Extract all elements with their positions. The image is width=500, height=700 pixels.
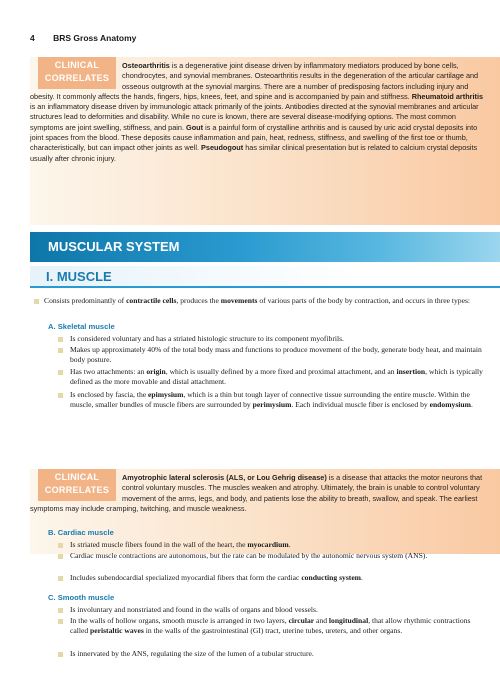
bullet-square-icon: [58, 348, 63, 353]
correlate-sentence: is an inflammatory disease driven by immunologic attack primarily of the joints. Antibodies directed at the synovial membranes and articular structures lead to deformities and disability. While no cure is known, there are several disease-modifying options. The most common symptoms are joint swelling, stiffness, and pain.: [30, 102, 479, 132]
book-title: BRS Gross Anatomy: [53, 33, 137, 43]
term-gout: Gout: [186, 122, 204, 132]
text: .: [470, 400, 473, 410]
text: , produces the: [176, 296, 221, 305]
subheading-smooth-muscle: C. Smooth muscle: [48, 593, 115, 602]
term: conducting system: [301, 573, 362, 582]
text: In the walls of hollow organs, smooth muscle is arranged in two layers,: [70, 616, 289, 625]
text: and: [314, 616, 329, 625]
term-rheumatoid-arthritis: Rheumatoid arthritis: [411, 91, 484, 101]
text: .: [361, 573, 363, 582]
bullet-square-icon: [58, 337, 63, 342]
list-item: [58, 573, 490, 583]
term: myocardium: [247, 540, 289, 549]
list-item: [58, 551, 490, 561]
list-item: [58, 616, 490, 637]
term: perimysium: [252, 400, 292, 410]
correlate-sentence: has similar clinical presentation but is related to calcium crystal deposits usually after chronic injury.: [30, 143, 478, 163]
term-als: Amyotrophic lateral sclerosis (ALS, or Lou Gehrig disease): [122, 473, 327, 482]
text: Is innervated by the ANS, regulating the size of the lumen of a tubular structure.: [70, 649, 314, 658]
page-number: 4: [30, 33, 35, 43]
term: peristaltic waves: [90, 626, 144, 636]
text: Consists predominantly of: [44, 296, 127, 305]
list-item: [58, 649, 490, 659]
bullet-square-icon: [58, 619, 63, 624]
term: movements: [220, 296, 258, 305]
clinical-correlates-badge: [38, 57, 116, 89]
term: circular: [288, 616, 315, 625]
clinical-correlates-badge: [38, 469, 116, 501]
subheading-cardiac-muscle: B. Cardiac muscle: [48, 528, 114, 537]
section-banner: MUSCULAR SYSTEM: [30, 232, 500, 262]
term: contractile cells: [126, 296, 177, 305]
term: origin: [146, 367, 166, 376]
badge-line-1: CLINICAL: [54, 472, 100, 482]
text: , which is usually defined by a more fixed and proximal attachment, and an: [165, 367, 397, 376]
list-item: [58, 390, 490, 411]
badge-line-1: CLINICAL: [54, 60, 100, 70]
term: endomysium: [429, 400, 471, 410]
bullet-square-icon: [58, 393, 63, 398]
running-header: [30, 33, 136, 43]
subheading-skeletal-muscle: A. Skeletal muscle: [48, 322, 115, 331]
text: Cardiac muscle contractions are autonomous, but the rate can be modulated by the autonomic nervous system (ANS).: [70, 551, 428, 560]
list-item: [58, 605, 490, 615]
bullet-square-icon: [58, 554, 63, 559]
badge-line-2: CORRELATES: [44, 73, 110, 83]
list-item: [58, 367, 490, 388]
term: insertion: [396, 367, 426, 376]
text: . Each individual muscle fiber is enclosed by: [291, 400, 430, 410]
bullet-square-icon: [58, 652, 63, 657]
text: Is striated muscle fibers found in the wall of the heart, the: [70, 540, 248, 549]
text: Includes subendocardial specialized myocardial fibers that form the cardiac: [70, 573, 302, 582]
bullet-square-icon: [58, 370, 63, 375]
text: Is enclosed by fascia, the: [70, 390, 149, 399]
term-osteoarthritis: Osteoarthritis: [122, 61, 170, 70]
term: longitudinal: [328, 616, 369, 625]
list-item: [58, 334, 490, 344]
correlate-sentence: is a disease that attacks the motor neurons that control voluntary muscles. The muscles weaken and atrophy. Ultimately, the brain is unable to control voluntary movement of the arms, legs, and body, and patients lose the ability to breath, swallow, and speak. The earliest symptoms may include cramping, twitching, and muscle weakness.: [30, 473, 483, 513]
text: Makes up approximately 40% of the total body mass and functions to produce movement of the body, generate body heat, and maintain body posture.: [70, 345, 482, 365]
text: Has two attachments: an: [70, 367, 147, 376]
clinical-correlates-box-arthritis: [30, 57, 500, 225]
text: Is considered voluntary and has a striated histologic structure to its component myofibrils.: [70, 334, 344, 343]
text: , that allow rhythmic contractions called: [70, 616, 471, 636]
correlate-sentence: is a degenerative joint disease driven by inflammatory mediators produced by bone cells, chondrocytes, and synovial membranes. Osteoarthritis results in the degeneration of the articular cartilage and osseous outgrowth at the synovial margins. There are a number of predisposing factors including injury and obesity. It commonly affects the hands, fingers, hips, knees, feet, and spine and is accompanied by pain and stiffness.: [30, 61, 479, 101]
bullet-square-icon: [58, 576, 63, 581]
badge-line-2: CORRELATES: [44, 485, 110, 495]
term: epimysium: [148, 390, 184, 399]
text: Is involuntary and nonstriated and found in the walls of organs and blood vessels.: [70, 605, 318, 614]
text: , which is typically defined as the more movable and distal attachment.: [70, 367, 483, 387]
text: .: [288, 540, 291, 549]
correlate-sentence: is a painful form of crystalline arthritis and is caused by uric acid crystal deposits into joint spaces from the blood. These deposits cause inflammation and pain, heat, redness, stiffness, and swelling of the first toe or thumb, characteristically, but can impact other joints as well.: [30, 122, 478, 153]
list-item: [30, 296, 492, 306]
list-item: [58, 540, 490, 550]
bullet-square-icon: [58, 543, 63, 548]
bullet-square-icon: [34, 299, 39, 304]
text: , which is a thin but tough layer of connective tissue surrounding the entire muscle. Within the muscle, smaller bundles of muscle fibers are surrounded by: [70, 390, 470, 410]
bullet-square-icon: [58, 608, 63, 613]
list-item: [58, 345, 490, 366]
section-heading: I. MUSCLE: [30, 266, 500, 288]
text: in the walls of the gastrointestinal (GI) tract, uterine tubes, ureters, and other organs.: [143, 626, 403, 636]
text: of various parts of the body by contraction, and occurs in three types:: [257, 296, 471, 305]
term-pseudogout: Pseudogout: [201, 143, 244, 153]
